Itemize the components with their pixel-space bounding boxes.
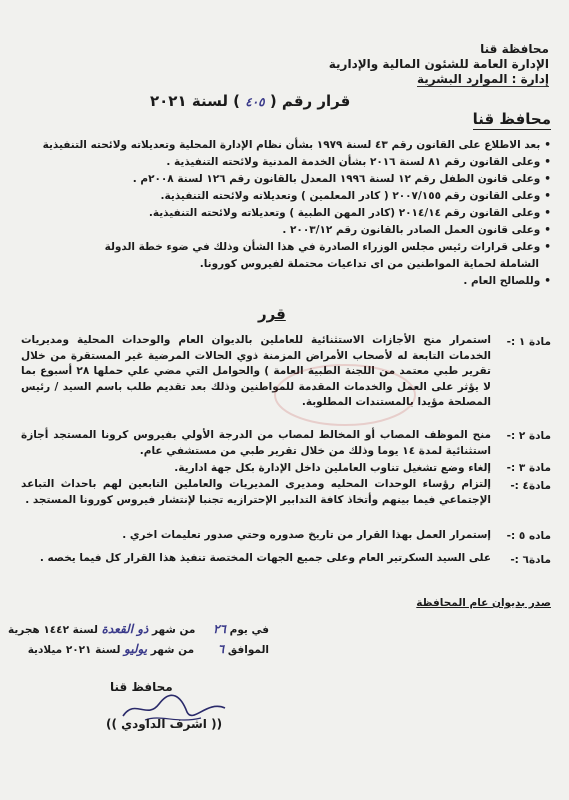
sub-department-name: إدارة : الموارد البشرية [416, 72, 549, 86]
preamble-line: •وعلى القانون رقم ٢٠٠٧/١٥٥ ( كادر المعلمين ) وتعديلاته ولائحته التنفيذية. [160, 190, 551, 202]
preamble-line: •وللصالح العام . [463, 275, 551, 287]
preamble-line-continued: الشاملة لحماية المواطنين من اى تداعيات محتملة لفيروس كورونا. [199, 258, 539, 270]
signature-title: محافظ قنا [110, 680, 173, 694]
preamble-line: •وعلى قرارات رئيس مجلس الوزراء الصادرة في هذا الشأن وذلك في ضوء خطة الدولة [104, 241, 551, 253]
article-3-label: مادة ٣ :- [506, 462, 551, 474]
gregorian-day: ٦ [217, 642, 225, 656]
preamble-line: •وعلى القانون رقم ٨١ لسنة ٢٠١٦ بشأن الخدمة المدنية ولائحته التنفيذية . [166, 156, 551, 168]
preamble-line: •وعلى القانون رقم ٢٠١٤/١٤ (كادر المهن الطبية ) وتعديلاته ولائحته التنفيذية. [148, 207, 551, 219]
preamble-line: •وعلى قانون الطفل رقم ١٢ لسنة ١٩٩٦ المعدل بالقانون رقم ١٢٦ لسنة ٢٠٠٨م . [132, 173, 551, 185]
decree-number: ٤٠٥ [245, 95, 265, 109]
decree-title-prefix: قرار رقم ( [269, 92, 351, 110]
governor-heading: محافظ قنا [472, 110, 551, 128]
article-4-label: مادة٤ :- [510, 480, 551, 492]
hijri-day: ٢٦ [213, 622, 226, 636]
gregorian-month: يوليو [124, 642, 148, 656]
article-6-label: مادة٦ :- [510, 554, 551, 566]
hijri-month: ذو القعدة [101, 622, 149, 636]
article-5-label: ماده ٥ :- [506, 530, 551, 542]
article-1-text: استمرار منح الأجازات الاستثنائية للعاملين بالديوان العام والوحدات المحلية ومديريات الخدمات التابعة له لأصحاب الأمراض المزمنة ذوي الحالات المرضية غير المستقرة من خلال تقرير طبي معتمد من اللجنة الطبية العامة ) والحوامل التي مضي علي حملها ٢٨ أسبوع بما لا يؤثر على العمل والخدمات المقدمة للمواطنين وذلك بعد تقديم طلب باسم السيد / رئيس المصلحة مؤيدا بالمستندات المطلوبة. [21, 334, 491, 408]
article-5-text: إستمرار العمل بهذا القرار من تاريخ صدوره وحتي صدور تعليمات اخري . [122, 529, 491, 541]
gregorian-date: الموافق ٦ من شهر يوليو لسنة ٢٠٢١ ميلادية [27, 642, 269, 656]
article-6-text: على السيد السكرتير العام وعلى جميع الجهات المختصة تنفيذ هذا القرار كل فيما يخصه . [39, 552, 491, 564]
governorate-name: محافظة قنا [480, 42, 549, 56]
preamble-line: •بعد الاطلاع على القانون رقم ٤٣ لسنة ١٩٧٩ بشأن نظام الإدارة المحلية وتعديلاته ولائحته التنفيذية [42, 139, 551, 151]
signature-name: (( اشرف الداودي )) [106, 717, 223, 731]
decided-heading: قرر [258, 305, 286, 323]
preamble-line: •وعلى قانون العمل الصادر بالقانون رقم ٢٠٠٣/١٢ . [282, 224, 551, 236]
article-3-text: إلغاء وضع تشغيل تناوب العاملين داخل الإدارة بكل جهة ادارية. [174, 462, 491, 474]
article-1-label: مادة ١ :- [506, 336, 551, 348]
faint-stamp-mark [270, 360, 420, 430]
article-2-label: مادة ٢ :- [506, 430, 551, 442]
article-4-text: إلتزام رؤساء الوحدات المحليه ومديرى المديريات والعاملين التابعين لهم باحداث التباعد الإجتماعي فيما بينهم وأتخاذ كافة التدابير الإحترازيه تجنبا لإنتشار فيروس كورونا المستجد . [21, 478, 491, 506]
decree-title-suffix: ) لسنة ٢٠٢١ [150, 92, 241, 110]
hijri-date: في يوم ٢٦ من شهر ذو القعدة لسنة ١٤٤٢ هجرية [8, 622, 269, 636]
decree-title [150, 92, 350, 110]
issued-heading: صدر بديوان عام المحافظة [416, 597, 551, 609]
department-name: الإدارة العامة للشئون المالية والإدارية [328, 57, 549, 71]
article-2-text: منح الموظف المصاب أو المخالط لمصاب من الدرجة الأولي بفيروس كرونا المستجد أجازة استثنائية لمدة ١٤ يوما وذلك من خلال تقرير طبي من مستشفي عام. [21, 429, 491, 457]
